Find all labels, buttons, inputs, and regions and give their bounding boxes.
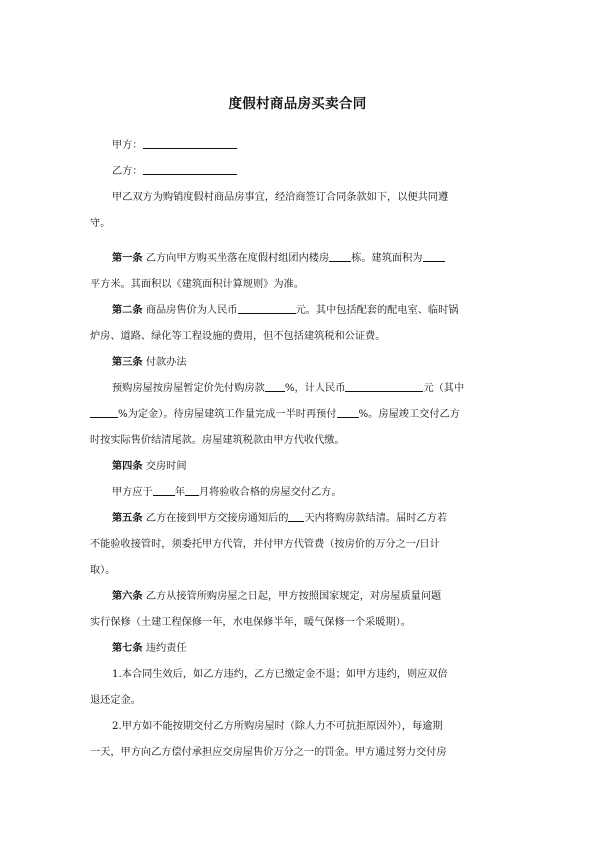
article-7-item-1-line-1: 1.本合同生效后，如乙方违约，乙方已缴定金不退；如甲方违约，则应双倍 <box>112 669 448 680</box>
article-4-line-1 <box>90 480 504 506</box>
deposit-percent-blank[interactable] <box>90 405 118 418</box>
article-1-text-2: 栋。建筑面积为 <box>351 253 423 264</box>
article-5-line-3: 取）。 <box>90 565 116 576</box>
article-3-title: 付款办法 <box>145 357 187 368</box>
article-1-text: 乙方向甲方购买坐落在度假村组团内楼房 <box>145 253 330 264</box>
intro-line-2: 守。 <box>90 218 111 229</box>
article-6-line-2: 实行保修（土建工程保修一年，水电保修半年，暖气保修一个采暖期）。 <box>90 617 411 628</box>
price-blank[interactable] <box>238 301 296 314</box>
article-2-line-2: 炉房、道路、绿化等工程设施的费用，但不包括建筑税和公证费。 <box>90 331 386 342</box>
article-3-line-2 <box>90 402 504 428</box>
article-7-item-2-line-2: 一天，甲方向乙方偿付承担应交房屋售价万分之一的罚金。甲方通过努力交付房 <box>90 747 447 758</box>
article-3-line-3: 时按实际售价结清尾款。房屋建筑税款由甲方代收代缴。 <box>90 435 345 446</box>
article-3-text-2: %，计人民币 <box>284 383 346 394</box>
area-blank[interactable] <box>423 249 445 262</box>
days-blank[interactable] <box>288 509 304 522</box>
article-4-heading-line <box>90 454 504 480</box>
article-2-heading: 第二条 <box>112 305 143 316</box>
article-3-text-5: %。房屋竣工交付乙方 <box>358 409 460 420</box>
article-4-heading: 第四条 <box>112 461 143 472</box>
article-2-line-1 <box>90 298 504 324</box>
page-title: 度假村商品房买卖合同 <box>228 96 367 112</box>
article-6-text: 乙方从接管所购房屋之日起，甲方按照国家规定，对房屋质量问题 <box>145 591 442 602</box>
prepay-percent-blank[interactable] <box>265 379 285 392</box>
article-5-line-2: 不能验收接管时，须委托甲方代管，并付甲方代管费（按房价的万分之一/日计 <box>90 539 440 550</box>
building-number-blank[interactable] <box>329 249 351 262</box>
article-3-text-1: 预购房屋按房屋暂定价先付购房款 <box>112 383 265 394</box>
party-a-blank[interactable] <box>143 136 237 149</box>
article-6-line-1 <box>90 584 504 610</box>
party-b-line <box>90 159 504 185</box>
article-3-text-3: 元（其中 <box>423 383 465 394</box>
prepay-amount-blank[interactable] <box>345 379 423 392</box>
article-4-text-2: 年 <box>174 487 185 498</box>
article-2-text-2: 元。其中包括配套的配电室、临时锅 <box>295 305 459 316</box>
month-blank[interactable] <box>185 483 199 496</box>
party-b-blank[interactable] <box>143 162 237 175</box>
article-4-text-3: 月将验收合格的房屋交付乙方。 <box>198 487 342 498</box>
party-b-label: 乙方： <box>112 166 143 177</box>
article-2-text: 商品房售价为人民币 <box>145 305 238 316</box>
article-1-heading: 第一条 <box>112 253 143 264</box>
year-blank[interactable] <box>153 483 175 496</box>
second-payment-blank[interactable] <box>337 405 359 418</box>
party-a-label: 甲方： <box>112 140 143 151</box>
article-7-heading-line <box>90 636 504 662</box>
article-6-heading: 第六条 <box>112 591 143 602</box>
article-3-heading-line <box>90 350 504 376</box>
article-5-text: 乙方在接到甲方交接房通知后的 <box>145 513 289 524</box>
article-5-text-2: 天内将购房款结清。届时乙方若 <box>304 513 448 524</box>
article-5-line-1 <box>90 506 504 532</box>
intro-line-1: 甲乙双方为购销度假村商品房事宜，经洽商签订合同条款如下，以便共同遵 <box>112 192 449 203</box>
article-3-heading: 第三条 <box>112 357 143 368</box>
article-5-heading: 第五条 <box>112 513 143 524</box>
article-7-title: 违约责任 <box>145 643 187 654</box>
article-3-text-4: %为定金）。待房屋建筑工作量完成一半时再预付 <box>118 409 337 420</box>
article-7-heading: 第七条 <box>112 643 143 654</box>
contract-body <box>90 133 504 766</box>
article-4-text-1: 甲方应于 <box>112 487 153 498</box>
article-7-item-1-line-2: 退还定金。 <box>90 695 141 706</box>
article-7-item-2-line-1: 2.甲方如不能按期交付乙方所购房屋时（除人力不可抗拒原因外），每逾期 <box>112 721 443 732</box>
article-4-title: 交房时间 <box>145 461 187 472</box>
article-1-line-1 <box>90 246 504 272</box>
article-1-line-2: 平方米。其面积以《建筑面积计算规则》为准。 <box>90 279 304 290</box>
party-a-line <box>90 133 504 159</box>
article-3-line-1 <box>90 376 504 402</box>
